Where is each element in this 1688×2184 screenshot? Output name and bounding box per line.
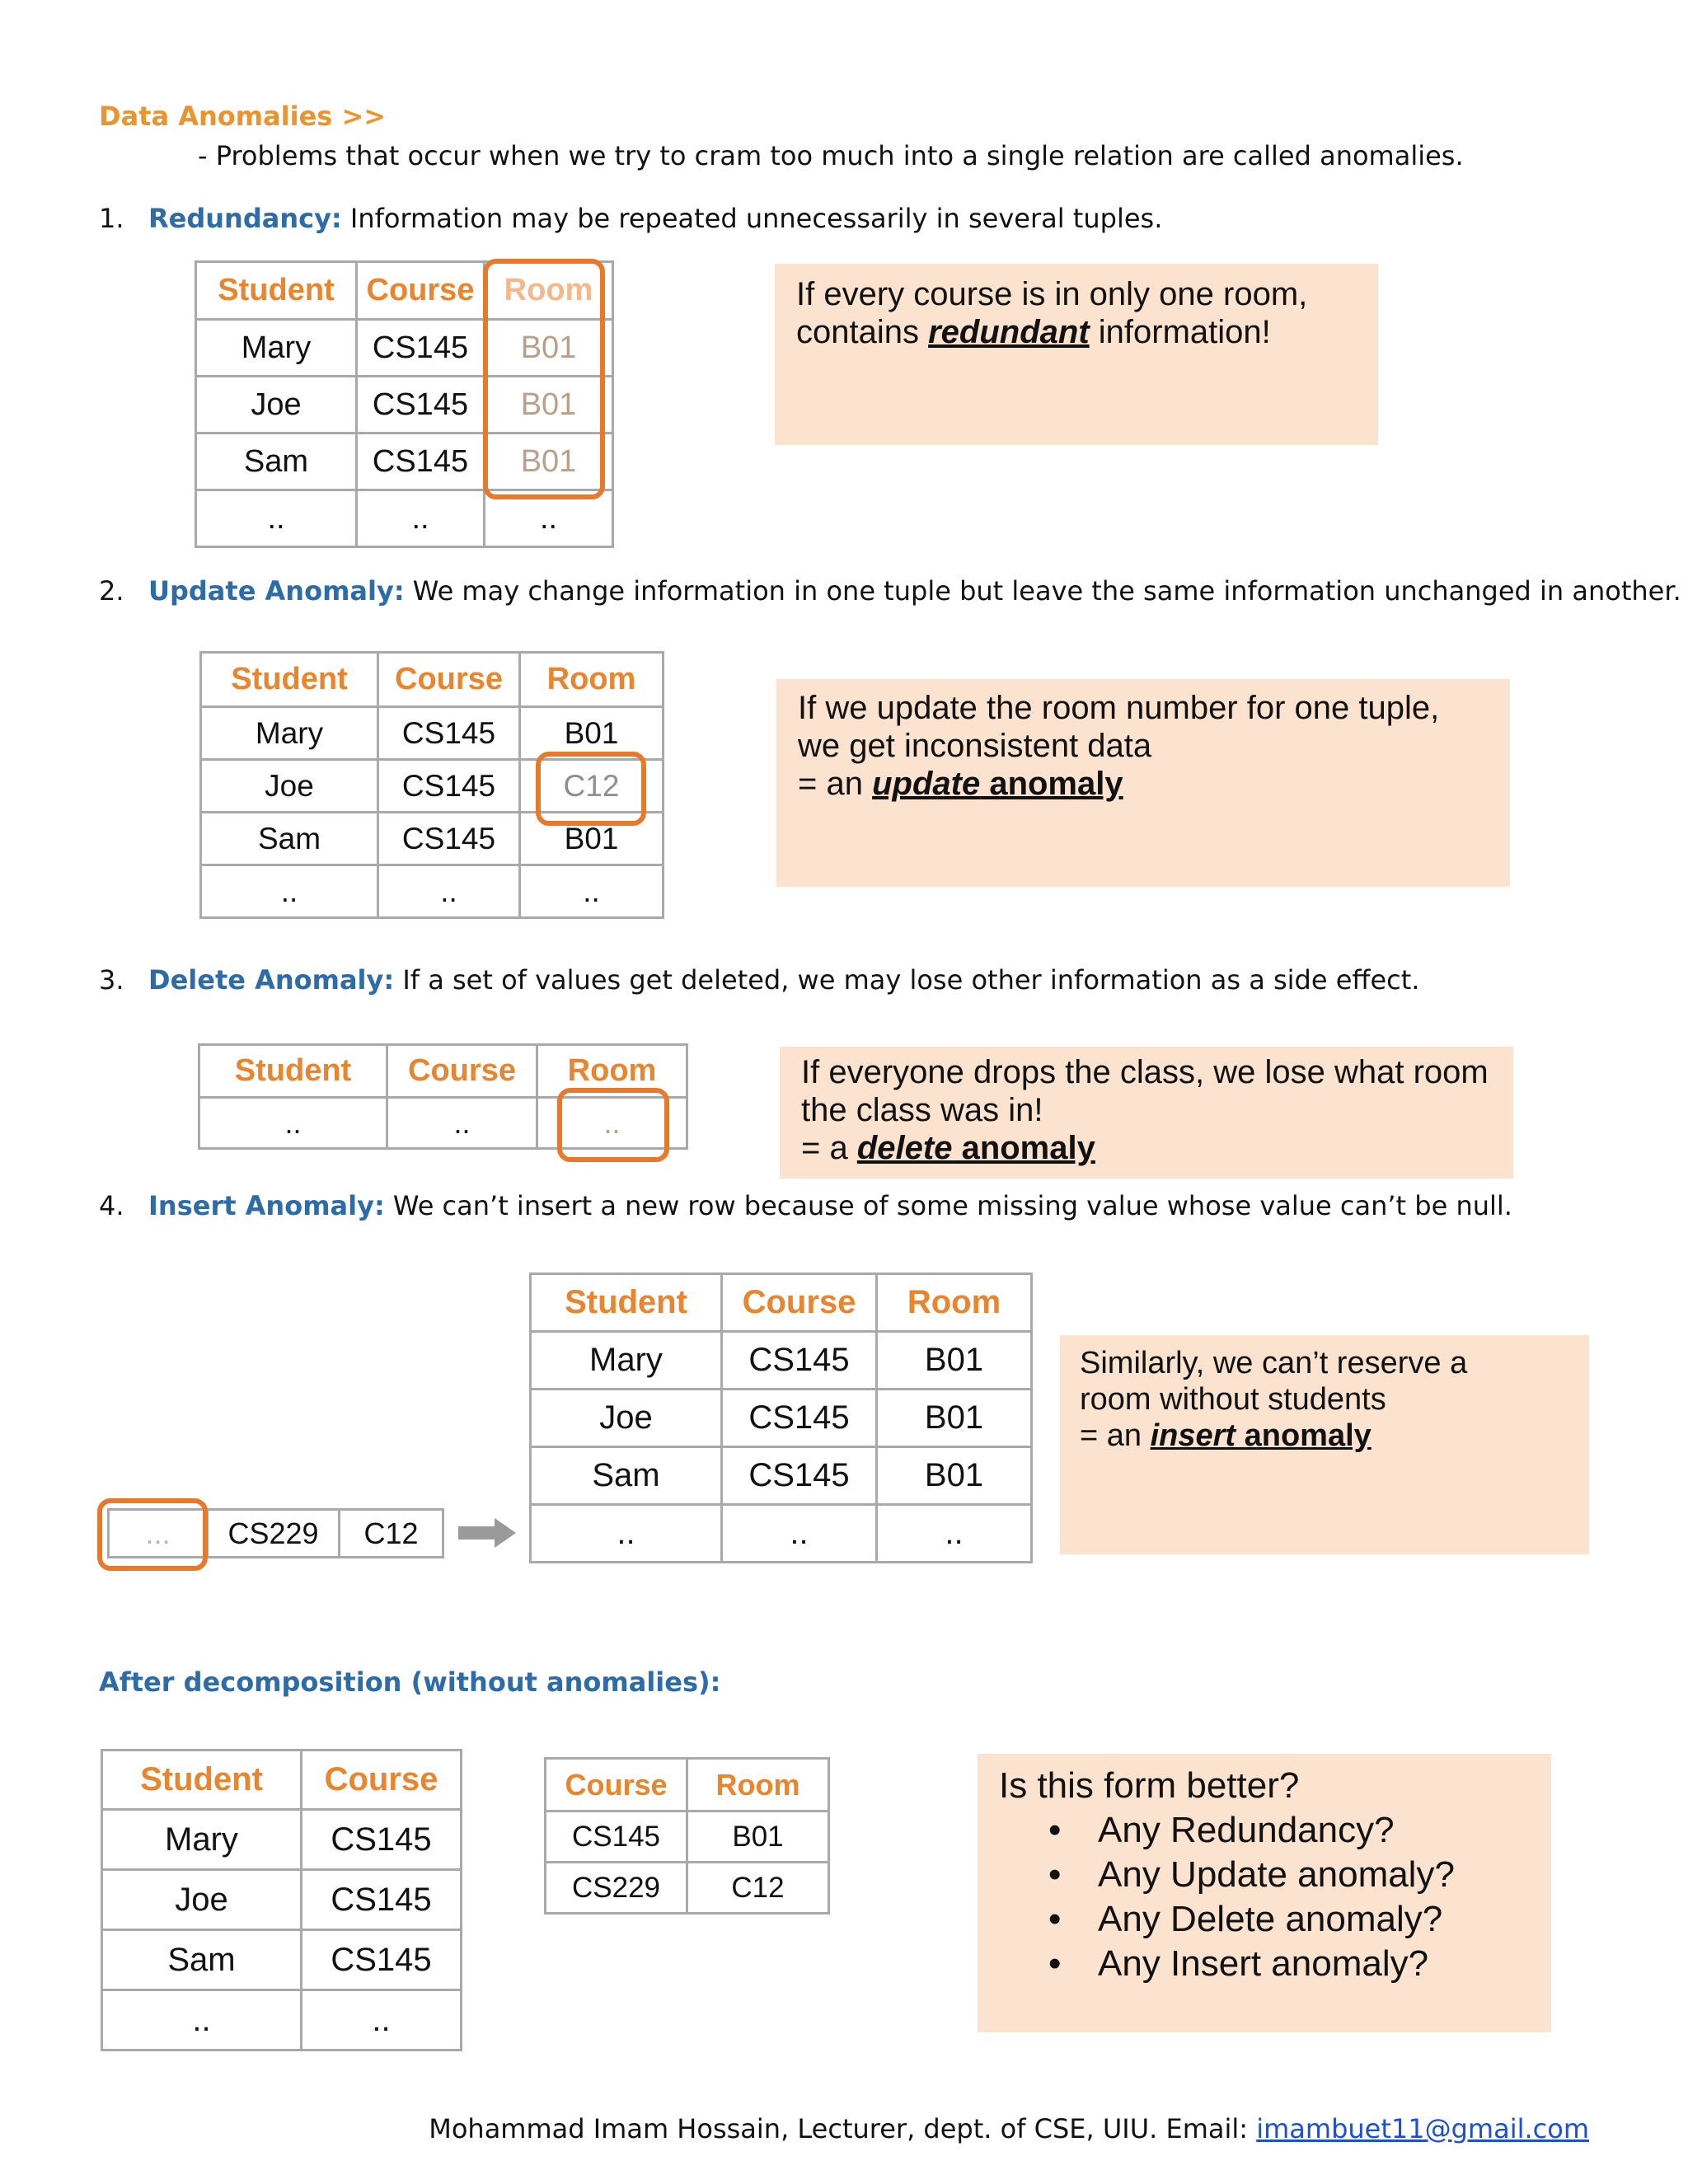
- cell: CS145: [357, 377, 485, 434]
- cell: Mary: [196, 320, 357, 377]
- changed-cell-highlight: [536, 752, 646, 826]
- question-bullets: [999, 1808, 1551, 1986]
- header-room: Room: [485, 262, 613, 320]
- cell: C12: [687, 1863, 829, 1914]
- header-room: Room: [520, 653, 663, 707]
- cell: C12: [340, 1510, 443, 1558]
- cell: Mary: [102, 1810, 302, 1870]
- header-student: Student: [201, 653, 378, 707]
- header-student: Student: [531, 1274, 722, 1332]
- cell: Mary: [531, 1332, 722, 1390]
- cell: C12: [520, 760, 663, 813]
- cell: ..: [378, 865, 520, 918]
- cell: CS145: [546, 1811, 687, 1863]
- page-title: Data Anomalies >>: [99, 101, 387, 132]
- cell: Sam: [201, 813, 378, 865]
- header-course: Course: [378, 653, 520, 707]
- cell: CS145: [378, 760, 520, 813]
- cell: CS145: [357, 434, 485, 490]
- cell: B01: [485, 320, 613, 377]
- cell: Joe: [201, 760, 378, 813]
- bullet-item: • Any Insert anomaly?: [999, 1942, 1551, 1986]
- cell: CS145: [378, 707, 520, 760]
- decomposition-question-note: Is this form better? • Any Redundancy? • Any Update anomaly? • Any Delete anomaly? • Any Insert anomaly?: [978, 1754, 1551, 2032]
- cell: CS145: [378, 813, 520, 865]
- cell: B01: [877, 1332, 1032, 1390]
- definition-text: - Problems that occur when we try to cram too much into a single relation are called anomalies.: [198, 140, 1464, 171]
- cell: B01: [485, 377, 613, 434]
- cell: CS145: [722, 1390, 877, 1447]
- room-column-highlight: [483, 259, 605, 499]
- cell: ..: [196, 490, 357, 547]
- header-course: Course: [357, 262, 485, 320]
- decomposition-title: After decomposition (without anomalies):: [99, 1666, 721, 1698]
- header-course: Course: [387, 1045, 537, 1098]
- header-room: Room: [687, 1759, 829, 1811]
- header-course: Course: [302, 1750, 462, 1810]
- insert-note: Similarly, we can’t reserve a room without students = an insert anomaly: [1060, 1335, 1589, 1554]
- cell-missing-student: ...: [109, 1510, 208, 1558]
- student-course-table: [101, 1749, 462, 2051]
- cell: Joe: [196, 377, 357, 434]
- update-note: If we update the room number for one tuple, we get inconsistent data = an update anomaly: [776, 679, 1510, 887]
- cell: ..: [302, 1990, 462, 2050]
- cell: B01: [877, 1447, 1032, 1505]
- section-redundancy-heading: 1. Redundancy: Information may be repeated unnecessarily in several tuples.: [99, 203, 1163, 234]
- header-student: Student: [102, 1750, 302, 1810]
- bullet-item: • Any Update anomaly?: [999, 1853, 1551, 1897]
- cell: ..: [722, 1505, 877, 1563]
- cell: ..: [520, 865, 663, 918]
- cell: Mary: [201, 707, 378, 760]
- cell: CS145: [357, 320, 485, 377]
- cell: Joe: [102, 1870, 302, 1930]
- cell: ..: [387, 1098, 537, 1149]
- cell: ..: [357, 490, 485, 547]
- cell: B01: [687, 1811, 829, 1863]
- cell: ..: [199, 1098, 387, 1149]
- deleted-cell-highlight: [557, 1088, 669, 1162]
- cell: CS145: [302, 1930, 462, 1990]
- cell: ..: [877, 1505, 1032, 1563]
- bullet-item: • Any Delete anomaly?: [999, 1897, 1551, 1942]
- cell: B01: [520, 707, 663, 760]
- section-insert-heading: 4. Insert Anomaly: We can’t insert a new row because of some missing value whose value can’t be null.: [99, 1190, 1512, 1221]
- cell: CS229: [546, 1863, 687, 1914]
- cell: ..: [102, 1990, 302, 2050]
- section-update-heading: 2. Update Anomaly: We may change information in one tuple but leave the same information unchanged in another.: [99, 575, 1681, 607]
- bullet-item: • Any Redundancy?: [999, 1808, 1551, 1853]
- cell: B01: [877, 1390, 1032, 1447]
- delete-note: If everyone drops the class, we lose what room the class was in! = a delete anomaly: [780, 1047, 1513, 1179]
- cell: ..: [485, 490, 613, 547]
- cell: B01: [520, 813, 663, 865]
- header-room: Room: [537, 1045, 687, 1098]
- footer: Mohammad Imam Hossain, Lecturer, dept. of CSE, UIU. Email: imambuet11@gmail.com: [429, 2113, 1589, 2144]
- missing-value-highlight: [97, 1498, 208, 1571]
- header-student: Student: [196, 262, 357, 320]
- cell: Sam: [531, 1447, 722, 1505]
- cell: Joe: [531, 1390, 722, 1447]
- header-room: Room: [877, 1274, 1032, 1332]
- cell: CS145: [302, 1810, 462, 1870]
- cell: ..: [531, 1505, 722, 1563]
- header-course: Course: [722, 1274, 877, 1332]
- redundancy-note: If every course is in only one room, contains redundant information!: [775, 264, 1378, 445]
- cell: ..: [201, 865, 378, 918]
- arrow-right-icon: [458, 1516, 518, 1549]
- header-course: Course: [546, 1759, 687, 1811]
- insert-table: [529, 1272, 1033, 1563]
- course-room-table: [544, 1757, 830, 1915]
- header-student: Student: [199, 1045, 387, 1098]
- cell: B01: [485, 434, 613, 490]
- email-link[interactable]: imambuet11@gmail.com: [1256, 2113, 1589, 2144]
- cell: ..: [537, 1098, 687, 1149]
- cell: CS145: [722, 1447, 877, 1505]
- cell: Sam: [102, 1930, 302, 1990]
- cell: CS229: [208, 1510, 340, 1558]
- cell: CS145: [302, 1870, 462, 1930]
- cell: CS145: [722, 1332, 877, 1390]
- section-delete-heading: 3. Delete Anomaly: If a set of values get deleted, we may lose other information as a side effect.: [99, 964, 1420, 996]
- cell: Sam: [196, 434, 357, 490]
